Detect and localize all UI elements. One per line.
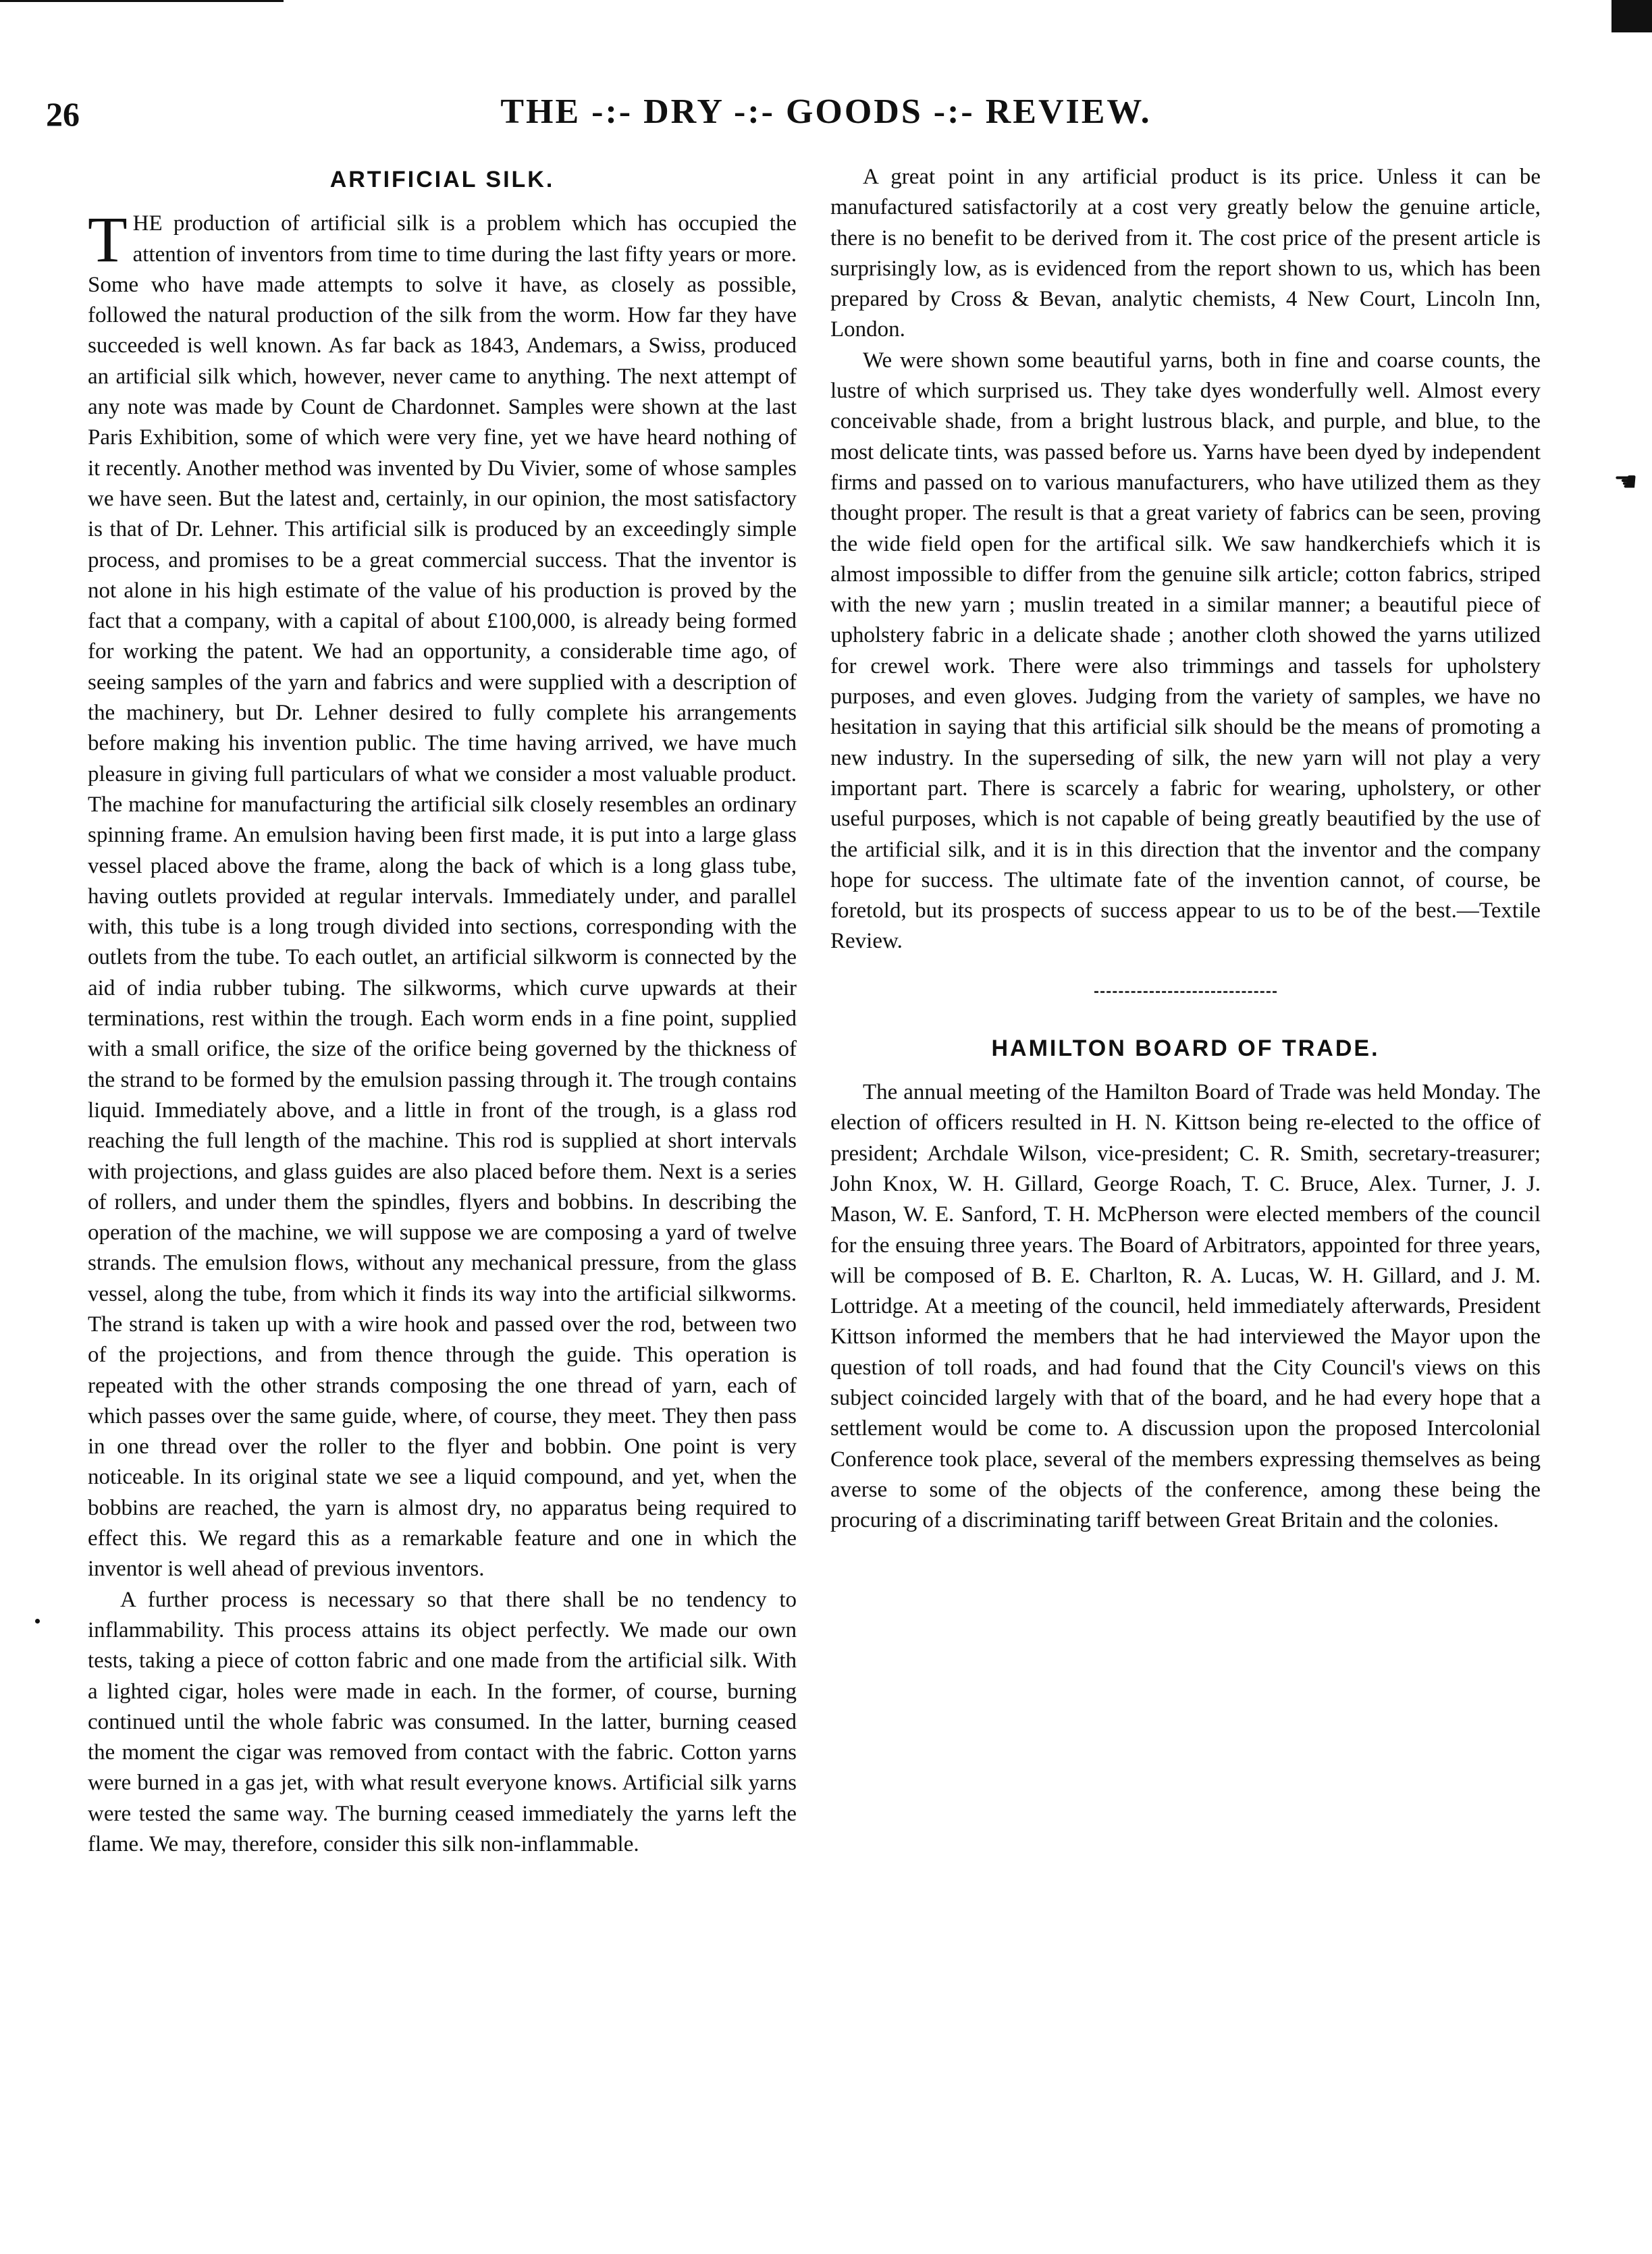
page-number: 26: [46, 95, 80, 133]
article-paragraph: We were shown some beautiful yarns, both in fine and coarse counts, the lustre of which surprised us. They take dyes wonderfully well. Almost every conceivable shade, from a bright lustrous black, and purple, and blue, to the most delicate tints, was passed before us. Yarns have been dyed by independent firms and passed on to various manufacturers, who have utilized them as they thought proper. The result is that a great variety of fabrics can be seen, proving the wide field open for the artifical silk. We saw handkerchiefs which it is almost impossible to differ from the genuine silk article; cotton fabrics, striped with the new yarn ; muslin treated in a similar manner; a beautiful piece of upholstery fabric in a delicate shade ; another cloth showed the yarns utilized for crewel work. There were also trimmings and tassels for upholstery purposes, and even gloves. Judging from the variety of samples, we have no hesitation in saying that this artificial silk should be the means of promoting a new industry. In the superseding of silk, the new yarn will not play a very important part. There is scarcely a fabric for wearing, upholstery, or other useful purposes, which is not capable of being greatly beautified by the use of the artificial silk, and it is in this direction that the inventor and the company hope for success. The ultimate fate of the invention cannot, of course, be foretold, but its prospects of success appear to us to be of the best.—Textile Review.: [830, 348, 1541, 954]
margin-dot: [35, 1619, 40, 1624]
article-paragraph: A great point in any artificial product is its price. Unless it can be manufactured satisfactorily at a cost very greatly below the genuine article, there is no benefit to be derived from it. The cost price of the present article is surprisingly low, as is evidenced from the report shown to us, which has been prepared by Cross & Bevan, analytic chemists, 4 New Court, Lincoln Inn, London.: [830, 165, 1541, 342]
left-column: [88, 162, 797, 1860]
article-heading-hamilton-board: HAMILTON BOARD OF TRADE.: [991, 1035, 1380, 1061]
paragraph-text: HE production of artificial silk is a problem which has occupied the attention of inventors from time to time during the last fifty years or more. Some who have made attempts to solve it have, as closely as possible, followed the natural production of the silk from the worm. How far they have succeeded is well known. As far back as 1843, Andemars, a Swiss, produced an artificial silk which, however, never came to anything. The next attempt of any note was made by Count de Chardonnet. Samples were shown at the last Paris Exhibition, some of which were very fine, yet we have heard nothing of it recently. Another method was invented by Du Vivier, some of whose samples we have seen. But the latest and, certainly, in our opinion, the most satisfactory is that of Dr. Lehner. This artificial silk is produced by an exceedingly simple process, and promises to be a great commercial success. That the inventor is not alone in his high estimate of the value of his production is proved by the fact that a company, with a capital of about £100,000, is already being formed for working the patent. We had an opportunity, a considerable time ago, of seeing samples of the yarn and fabrics and were supplied with a description of the machinery, but Dr. Lehner desired to fully complete his arrangements before making his invention public. The time having arrived, we have much pleasure in giving full particulars of what we consider a most valuable product. The machine for manufacturing the artificial silk closely resembles an ordinary spinning frame. An emulsion having been first made, it is put into a large glass vessel placed above the frame, along the back of which is a long glass tube, having outlets provided at regular intervals. Immediately under, and parallel with, this tube is a long trough divided into sections, corresponding with the outlets from the tube. To each outlet, an artificial silkworm is connected by the aid of india rubber tubing. The silkworms, which curve upwards at their terminations, rest within the trough. Each worm ends in a fine point, supplied with a small orifice, the size of the orifice being governed by the thickness of the strand to be formed by the emulsion passing through it. The trough contains liquid. Immediately above, and a little in front of the trough, is a glass rod reaching the full length of the machine. This rod is supplied at short intervals with projections, and glass guides are also placed before them. Next is a series of rollers, and under them the spindles, flyers and bobbins. In describing the operation of the machine, we will suppose we are composing a yard of twelve strands. The emulsion flows, without any mechanical pressure, from the glass vessel, along the tube, from which it finds its way into the artificial silkworms. The strand is taken up with a wire hook and passed over the rod, between two of the projections, and from thence through the guide. This operation is repeated with the other strands composing the one thread of yarn, each of which passes over the same guide, where, of course, they meet. They then pass in one thread over the roller to the flyer and bobbin. One point is very noticeable. In its original state we see a liquid compound, and yet, when the bobbins are reached, the yarn is almost dry, no apparatus being required to effect this. We regard this as a remarkable feature and one in which the inventor is well ahead of previous inventors.: [88, 211, 797, 1582]
top-rule: [0, 0, 284, 2]
margin-hand-icon: ☚: [1614, 466, 1638, 497]
running-head: THE -:- DRY -:- GOODS -:- REVIEW.: [500, 92, 1152, 131]
right-column: [830, 162, 1541, 1536]
article-paragraph: [88, 203, 797, 1584]
section-separator: [1094, 991, 1277, 996]
article-heading-artificial-silk: ARTIFICIAL SILK.: [329, 167, 555, 192]
drop-cap: T: [88, 203, 128, 276]
page-edge-mark: [1611, 0, 1652, 32]
article-paragraph: A further process is necessary so that there shall be no tendency to inflammability. This process attains its object perfectly. We made our own tests, taking a piece of cotton fabric and one made from the artificial silk. With a lighted cigar, holes were made in each. In the former, of course, burning continued until the whole fabric was consumed. In the latter, burning ceased the moment the cigar was removed from contact with the fabric. Cotton yarns were burned in a gas jet, with what result everyone knows. Artificial silk yarns were tested the same way. The burning ceased immediately the yarns left the flame. We may, therefore, consider this silk non-inflammable.: [88, 1587, 797, 1857]
article-paragraph: The annual meeting of the Hamilton Board of Trade was held Monday. The election of officers resulted in H. N. Kittson being re-elected to the office of president; Archdale Wilson, vice-president; C. R. Smith, secretary-treasurer; John Knox, W. H. Gillard, George Roach, T. C. Bruce, Alex. Turner, J. J. Mason, W. E. Sanford, T. H. McPherson were elected members of the council for the ensuing three years. The Board of Arbitrators, appointed for three years, will be composed of B. E. Charlton, R. A. Lucas, W. H. Gillard, and J. M. Lottridge. At a meeting of the council, held immediately afterwards, President Kittson informed the members that he had interviewed the Mayor upon the question of toll roads, and had found that the City Council's views on this subject coincided largely with that of the board, and he had every hope that a settlement would be come to. A discussion upon the proposed Intercolonial Conference took place, several of the members expressing themselves as being averse to some of the objects of the conference, among these being the procuring of a discriminating tariff between Great Britain and the colonies.: [830, 1080, 1541, 1533]
